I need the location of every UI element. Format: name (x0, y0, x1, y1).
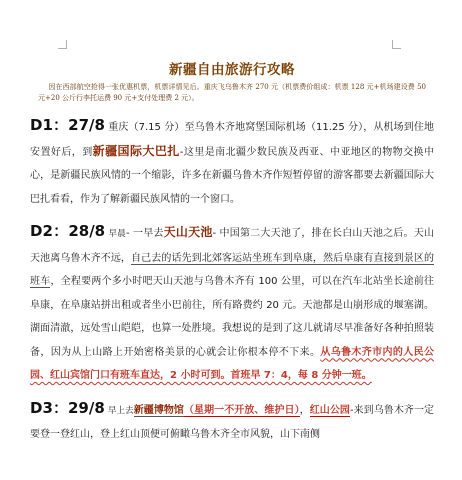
day-2-bus-info: 从乌鲁木齐市内的人民公园、红山宾馆门口有班车直达，2 小时可到。首班早 7：4，每 8 分钟一班。 (30, 346, 435, 381)
day-2-underlined-route: 自己去的话先到北郊客运站坐班车到阜康，然后阜康有直接到景区的班车 (30, 252, 435, 287)
page-corner-mark-top-right (392, 40, 401, 49)
day-2-text-2: - 中国第二大天池了，排在长白山天池之后。天山天池离乌鲁木齐不远， (30, 228, 434, 264)
day-3-paragraph (30, 397, 434, 447)
document-page (30, 58, 434, 456)
day-1-heading: D1：27/8 (30, 116, 105, 134)
day-3-heading: D3：29/8 (30, 398, 105, 417)
day-1-text-1: 重庆（7.15 分）至乌鲁木齐地窝堡国际机场（11.25 分），从机场到住地安置好后，到 (30, 122, 434, 158)
ticket-note: 因在西部航空抢得一张优惠机票，机票详情见后。重庆飞乌鲁木齐 270 元（机票费价组成：机票 128 元+机场建设费 50 元+20 公斤行李托运费 90 元+支付处理费 2 元）。 (38, 83, 426, 102)
page-corner-mark-top-left (58, 40, 67, 49)
day-3-closed-note: （星期一不开放、维护日） (183, 404, 300, 416)
day-2-heading: D2：28/8 (30, 222, 106, 240)
day-3-text: -来到乌鲁木齐一定要登一登红山，登上红山顶便可俯瞰乌鲁木齐全市风貌，山下南侧 (30, 404, 435, 440)
day-2-time: 早晨 (108, 229, 126, 239)
day-3-highlight: 新疆博物馆 (133, 404, 184, 416)
day-2-highlight: 天山天池 (163, 225, 213, 239)
day-2-text-1: - 一早去 (125, 228, 164, 239)
day-3-comma: ， (299, 404, 310, 416)
document-title: 新疆自由旅游行攻略 (169, 62, 295, 78)
day-2-text-3: ，全程要两个多小时吧天山天池与乌鲁木齐有 100 公里，可以在汽车北站坐长途前往阜康，在阜康站拼出租或者坐小巴前往，所有路费约 20 元。天池都是山崩形成的堰塞湖。湖面清澈，远处雪山皑皑，也算一处胜境。我想说的是到了这儿就请尽早准备好各种拍照装备，因为从上山路上开始密格美景的心就会让你根本停不下来。 (30, 276, 434, 358)
day-1-paragraph (30, 114, 434, 211)
day-1-highlight: 新疆国际大巴扎 (92, 143, 180, 158)
day-1-text-2: -这里是南北疆少数民族及西亚、中亚地区的物物交换中心，是新疆民族风情的一个缩影，许多在新疆乌鲁木齐作短暂停留的游客都要去新疆国际大巴扎看看，作为了解新疆民族风情的一个窗口。 (30, 146, 434, 205)
day-3-time: 早上去 (108, 405, 134, 416)
day-3-park: 红山公园 (309, 404, 350, 416)
day-2-paragraph (30, 220, 434, 388)
